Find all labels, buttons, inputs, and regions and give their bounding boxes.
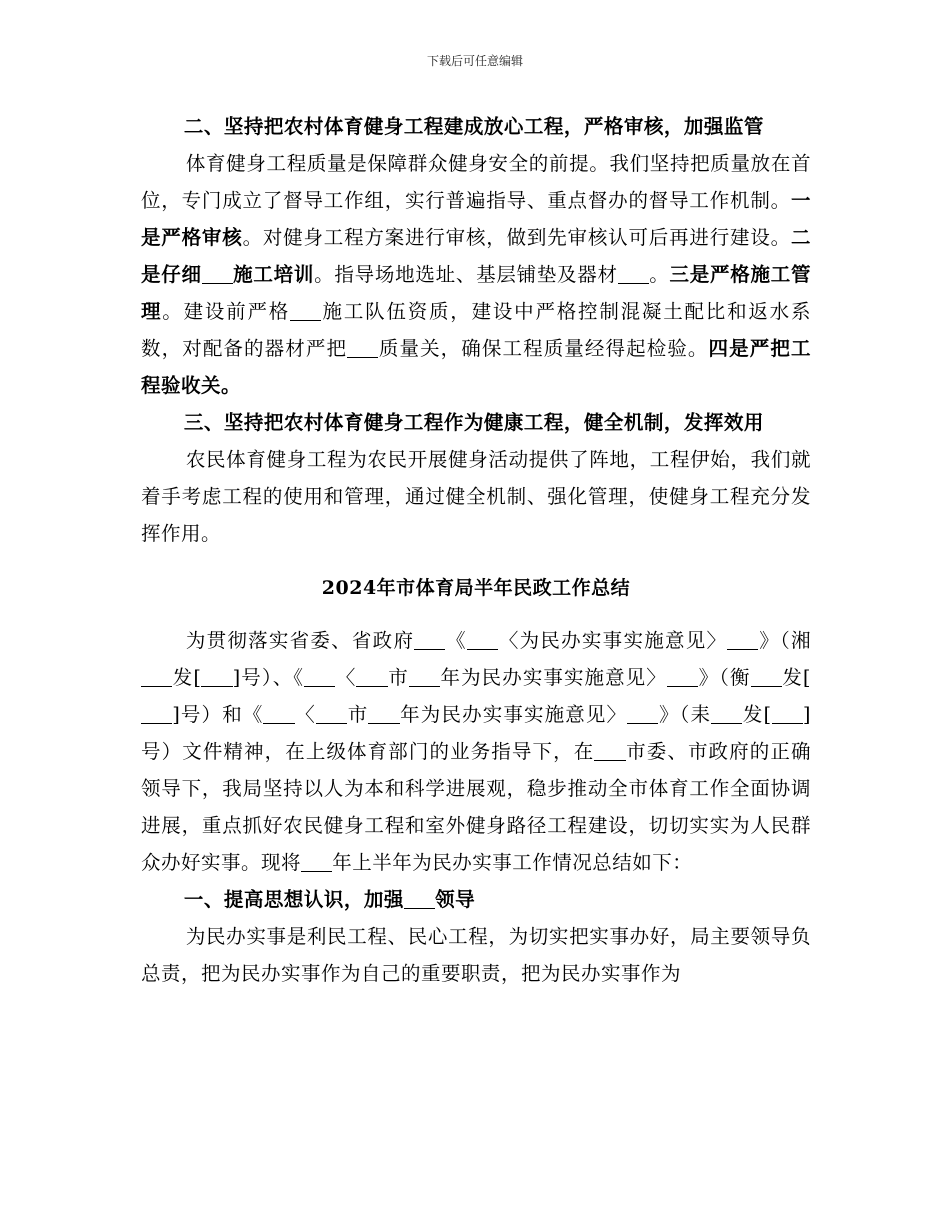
text-run: 一、提高思想认识，加强 [183, 888, 404, 911]
text-run: 市 [347, 703, 369, 726]
section-heading-3: 三、坚持把农村体育健身工程作为健康工程，健全机制，发挥效用 [183, 411, 764, 434]
text-run: 〈 [294, 703, 316, 726]
text-run: 施工队伍资质，建设中严格控制混凝土配比和返水系数，对配备的器材严把 [141, 300, 811, 360]
section-heading-2: 二、坚持把农村体育健身工程建成放心工程，严格审核，加强监管 [183, 115, 764, 138]
text-run: 三是严格施工管理 [141, 263, 811, 323]
page-header: 下载后可任意编辑 [426, 54, 523, 68]
text-run: ]号）、《 [232, 666, 305, 689]
text-run: 发[ [742, 703, 772, 726]
blank-line [316, 703, 347, 724]
text-run: 。指导场地选址、基层铺垫及器材 [314, 263, 618, 286]
text-run: 年为民办实事实施意见〉 [439, 666, 667, 689]
blank-line [667, 666, 698, 687]
text-run: 》（耒 [658, 703, 712, 726]
text-run: 市委、市政府的正确领导下，我局坚持以人为本和科学进展观，稳步推动全市体育工作全面协调进展，重点抓好农民健身工程和室外健身路径工程建设，切切实实为人民群众办好实事。现将 [141, 740, 811, 874]
text-run: 为贯彻落实省委、省政府 [185, 629, 415, 652]
blank-line [618, 263, 649, 284]
text-run: ]号）和《 [172, 703, 264, 726]
section-heading-1 [141, 881, 811, 918]
text-run: 质量关，确保工程质量经得起检验。 [378, 337, 709, 360]
text-run: 。对健身工程方案进行审核，做到先审核认可后再进行建设。 [242, 226, 791, 249]
text-run: 年上半年为民办实事工作情况总结如下： [332, 851, 693, 874]
text-run: ]号）文件精神，在上级体育部门的业务指导下，在 [141, 703, 811, 763]
blank-line [727, 629, 758, 650]
text-run: 《 [445, 629, 467, 652]
document-body [141, 108, 811, 992]
text-run: 2024年市体育局半年民政工作总结 [321, 577, 631, 599]
blank-line [409, 666, 440, 687]
blank-line [202, 263, 233, 284]
text-run: 年为民办实事实施意见〉 [399, 703, 628, 726]
text-run: 市 [387, 666, 409, 689]
blank-line [141, 666, 172, 687]
text-run: 〈为民办实事实施意见〉 [498, 629, 728, 652]
blank-line [356, 666, 387, 687]
text-run: 发[ [781, 666, 811, 689]
text-run: 体育健身工程质量是保障群众健身安全的前提。我们坚持把质量放在首位，专门成立了督导工作组，实行普遍指导、重点督办的督导工作机制。 [141, 152, 811, 212]
text-run: 〈 [335, 666, 357, 689]
blank-line [290, 300, 321, 321]
blank-line [263, 703, 294, 724]
text-run: 。建设前严格 [162, 300, 291, 323]
text-run: 。 [648, 263, 670, 286]
text-run: 领导 [435, 888, 476, 911]
document-title [141, 570, 811, 606]
blank-line [304, 666, 335, 687]
blank-line [368, 703, 399, 724]
text-run: 施工培训 [232, 263, 315, 286]
text-run: 一是严格审核 [141, 189, 811, 249]
blank-line [347, 337, 378, 358]
section-2-paragraph [141, 145, 811, 404]
intro-paragraph [141, 622, 811, 881]
blank-line [301, 851, 332, 872]
blank-line [711, 703, 742, 724]
blank-line [751, 666, 782, 687]
blank-line [414, 629, 445, 650]
text-run: 二是仔细 [141, 226, 811, 286]
text-run: 》（湘 [758, 629, 811, 652]
blank-line [467, 629, 498, 650]
blank-line [141, 703, 172, 724]
blank-line [594, 740, 625, 761]
blank-line [772, 703, 803, 724]
section-1-paragraph: 为民办实事是利民工程、民心工程，为切实把实事办好，局主要领导负总责，把为民办实事作为自己的重要职责，把为民办实事作为 [141, 925, 811, 985]
blank-line [627, 703, 658, 724]
blank-line [404, 888, 435, 909]
text-run: 四是严把工程验收关。 [141, 337, 811, 397]
text-run: 》（衡 [698, 666, 751, 689]
section-3-paragraph: 农民体育健身工程为农民开展健身活动提供了阵地，工程伊始，我们就着手考虑工程的使用和管理，通过健全机制、强化管理，使健身工程充分发挥作用。 [141, 448, 811, 545]
text-run: 发[ [172, 666, 202, 689]
blank-line [201, 666, 232, 687]
